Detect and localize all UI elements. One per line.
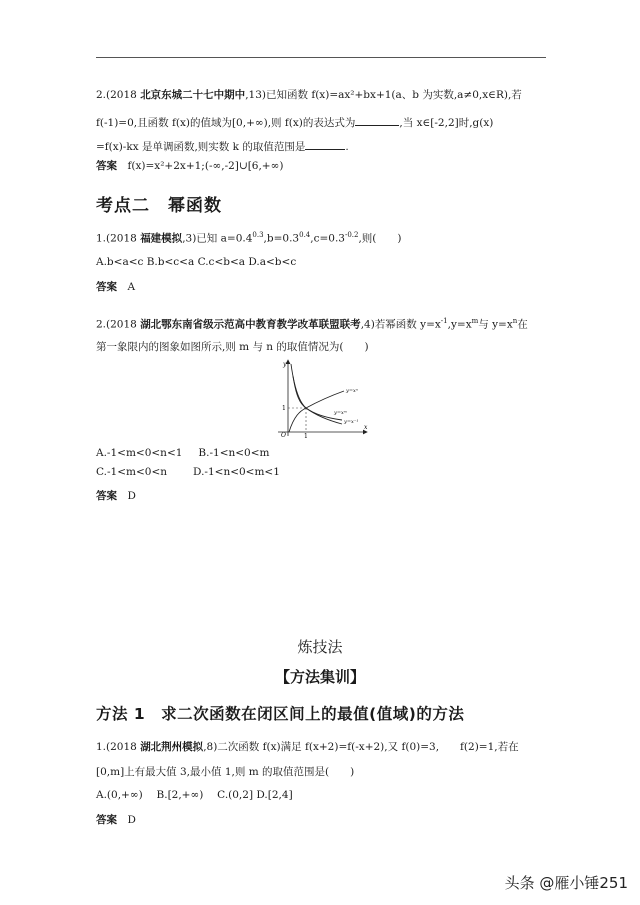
power-function-graph bbox=[272, 356, 372, 438]
origin-label: O bbox=[281, 432, 286, 438]
part-subtitle: 【方法集训】 bbox=[274, 668, 365, 686]
q1-line2: f(-1)=0,且函数 f(x)的值域为[0,+∞),则 f(x)的表达式为 ,当 x∈[-2,2]时,g(x) bbox=[96, 117, 494, 129]
x-axis-label: x bbox=[364, 424, 368, 431]
x-tick-label: 1 bbox=[304, 433, 308, 438]
section-title-power-functions: 考点二 幂函数 bbox=[96, 196, 222, 216]
method-title: 方法 1 求二次函数在闭区间上的最值(值域)的方法 bbox=[96, 705, 465, 723]
q4-options: A.(0,+∞) B.[2,+∞) C.(0,2] D.[2,4] bbox=[96, 789, 293, 801]
q2-line1: 1.(2018 福建模拟,3)已知 $a=0.4^{0.3},b=0.3^{0.4},c=0.3^{-0.2}$,则( ) bbox=[96, 231, 402, 245]
label-x-n: y=xⁿ bbox=[346, 388, 358, 394]
q3-answer: 答案 D bbox=[96, 490, 136, 502]
y-axis-label: y bbox=[283, 361, 287, 368]
q1-line1: 2.(2018 北京东城二十七中期中,13)已知函数 f(x)=ax²+bx+1(a、b 为实数,a≠0,x∈R),若 bbox=[96, 89, 522, 101]
q4-line2: [0,m]上有最大值 3,最小值 1,则 m 的取值范围是( ) bbox=[96, 766, 355, 778]
part-title: 炼技法 bbox=[297, 638, 343, 656]
q4-line1: 1.(2018 湖北荆州模拟,8)二次函数 f(x)满足 f(x+2)=f(-x+2),又 f(0)=3, f(2)=1,若在 bbox=[96, 741, 519, 753]
q2-options: A.b<a<c B.b<c<a C.c<b<a D.a<b<c bbox=[96, 256, 297, 268]
q1-answer: 答案 f(x)=x²+2x+1;(-∞,-2]∪[6,+∞) bbox=[96, 160, 284, 172]
y-tick-label: 1 bbox=[282, 405, 286, 412]
label-x-inverse: y=x⁻¹ bbox=[344, 419, 359, 425]
header-rule bbox=[96, 57, 546, 58]
label-x-m: y=xᵐ bbox=[334, 410, 347, 416]
q1-line3: =f(x)-kx 是单调函数,则实数 k 的取值范围是 . bbox=[96, 141, 349, 153]
watermark: 头条 @雁小锤251 bbox=[504, 874, 628, 892]
q3-options-row2: C.-1<m<0<n D.-1<n<0<m<1 bbox=[96, 466, 280, 478]
q3-line2: 第一象限内的图象如图所示,则 m 与 n 的取值情况为( ) bbox=[96, 341, 369, 353]
q2-answer: 答案 A bbox=[96, 281, 136, 293]
q4-answer: 答案 D bbox=[96, 814, 136, 826]
q3-options-row1: A.-1<m<0<n<1 B.-1<n<0<m bbox=[96, 447, 270, 459]
q3-line1: 2.(2018 湖北鄂东南省级示范高中教育教学改革联盟联考,4)若幂函数 $y=x^{-1},y=x^m$与 $y=x^n$在 bbox=[96, 317, 528, 331]
